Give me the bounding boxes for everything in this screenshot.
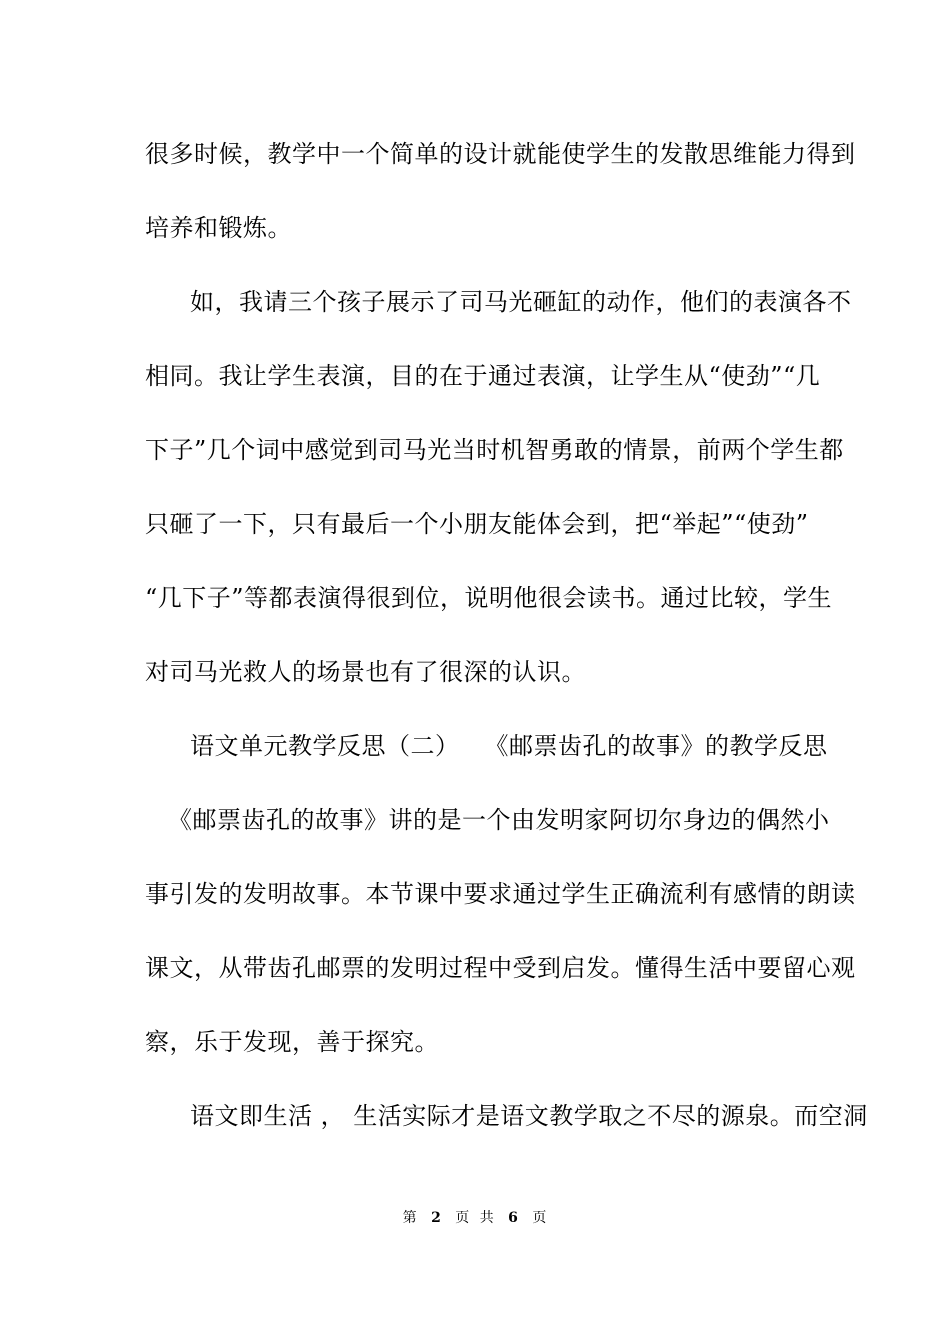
footer-total-pages: 6: [508, 1210, 519, 1226]
text-line-1: 很多时候，教学中一个简单的设计就能使学生的发散思维能力得到: [145, 140, 856, 168]
section-heading: 语文单元教学反思（二） 《邮票齿孔的故事》的教学反思: [190, 732, 828, 760]
text-line-3: 如，我请三个孩子展示了司马光砸缸的动作，他们的表演各不: [190, 288, 852, 316]
text-line-2: 培养和锻炼。: [145, 214, 292, 242]
text-line-5: 下子”几个词中感觉到司马光当时机智勇敢的情景，前两个学生都: [145, 436, 844, 464]
text-line-7: “几下子”等都表演得很到位，说明他很会读书。通过比较，学生: [145, 584, 833, 612]
footer-prefix: 第: [402, 1210, 418, 1226]
footer-middle: 页 共: [455, 1210, 495, 1226]
text-line-6: 只砸了一下，只有最后一个小朋友能体会到，把“举起”“使劲”: [145, 510, 809, 538]
text-line-4: 相同。我让学生表演，目的在于通过表演，让学生从“使劲”“几: [145, 362, 821, 390]
text-line-10: 《邮票齿孔的故事》讲的是一个由发明家阿切尔身边的偶然小: [168, 806, 830, 834]
footer-suffix: 页: [532, 1210, 548, 1226]
text-line-13: 察，乐于发现，善于探究。: [145, 1028, 439, 1056]
text-line-8: 对司马光救人的场景也有了很深的认识。: [145, 658, 586, 686]
footer-current-page: 2: [431, 1210, 442, 1226]
text-line-14: 语文即生活 ， 生活实际才是语文教学取之不尽的源泉。而空洞: [190, 1102, 868, 1130]
page-footer: [0, 1208, 950, 1228]
text-line-11: 事引发的发明故事。本节课中要求通过学生正确流利有感情的朗读: [145, 880, 856, 908]
text-line-12: 课文，从带齿孔邮票的发明过程中受到启发。懂得生活中要留心观: [145, 954, 856, 982]
